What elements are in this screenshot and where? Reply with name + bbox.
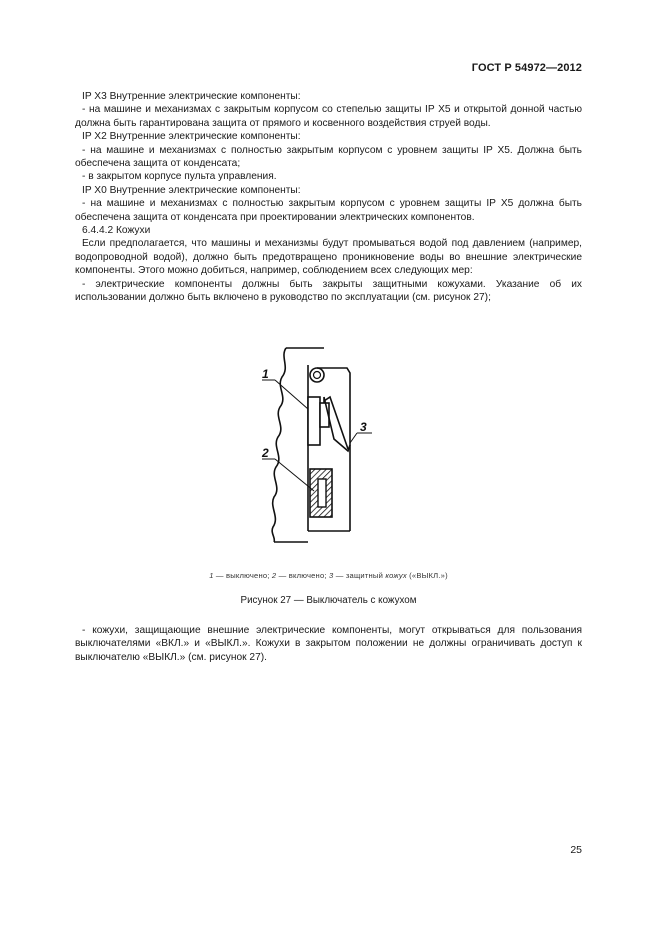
paragraph-text: - кожухи, защищающие внешние электрические компоненты, могут открываться для пользования выключателями «ВКЛ.» и «ВЫКЛ.». Кожухи в закрытом положении не должны ограничивать доступ к выключателю «ВЫКЛ.» (см. рисунок 27). [75,625,582,663]
section-heading [75,224,582,237]
paragraph-text: Если предполагается, что машины и механизмы будут промываться водой под давлением (например, водопроводной водой), должно быть предотвращено проникновение воды во внешние электрические компоненты. Этого можно добиться, например, соблюдением всех следующих мер: [75,238,582,277]
paragraph-text: - на машине и механизмах с полностью закрытым корпусом с уровнем защиты IP X5. Должна быть обеспечена защита от конденсата; [75,144,582,170]
paragraph [75,184,582,197]
legend-key-1: 1 [209,571,214,580]
figure-label-2: 2 [262,446,269,460]
figure-label-3: 3 [360,420,367,434]
figure-caption: Рисунок 27 — Выключатель с кожухом [240,595,417,606]
legend-text-3-italic: кожух [385,571,407,580]
paragraph [75,144,582,171]
paragraph-text: IP X0 Внутренние электрические компоненты: [82,184,301,196]
paragraph [75,237,582,277]
paragraph [75,197,582,224]
hinge-pin [310,368,324,382]
paragraph-text: - на машине и механизмах с полностью закрытым корпусом с уровнем защиты IP X5 должна быть обеспечена защита от конденсата при проектировании электрических компонентов. [75,198,582,223]
document-header: ГОСТ Р 54972—2012 [471,62,582,74]
paragraph [75,278,582,305]
paragraph [75,103,582,130]
legend-text-3: — защитный [333,571,386,580]
figure-switch-with-cover [252,345,382,545]
paragraph [75,170,582,183]
paragraph-text: - в закрытом корпусе пульта управления. [82,171,277,183]
paragraph [75,624,582,664]
figure-legend [75,571,582,580]
legend-key-2: 2 [271,571,277,580]
post-figure-text [75,624,582,664]
paragraph [75,130,582,143]
wall-outline [272,348,286,542]
figure-label-1: 1 [262,367,269,381]
legend-text-2: — включено; [276,571,329,580]
paragraph-text: IP X3 Внутренние электрические компоненты: [82,91,301,102]
paragraph-text: - на машине и механизмах с закрытым корпусом со степелью защиты IP X5 и открытой донной частью должна быть гарантирована защита от прямого и косвенного воздействия струей воды. [75,104,582,129]
main-text [75,90,582,305]
legend-text-1: — выключено; [213,571,272,580]
legend-text-3-end: («ВЫКЛ.») [406,571,448,580]
paragraph-text: 6.4.4.2 Кожухи [82,225,151,237]
paragraph [75,90,582,103]
page-number: 25 [570,844,582,856]
legend-key-3: 3 [329,571,334,580]
paragraph-text: IP X2 Внутренние электрические компоненты: [82,131,301,143]
switch-off [308,397,320,445]
paragraph-text: - электрические компоненты должны быть закрыты защитными кожухами. Указание об их использовании должно быть включено в руководство по эксплуатации (см. рисунок 27); [75,278,582,304]
